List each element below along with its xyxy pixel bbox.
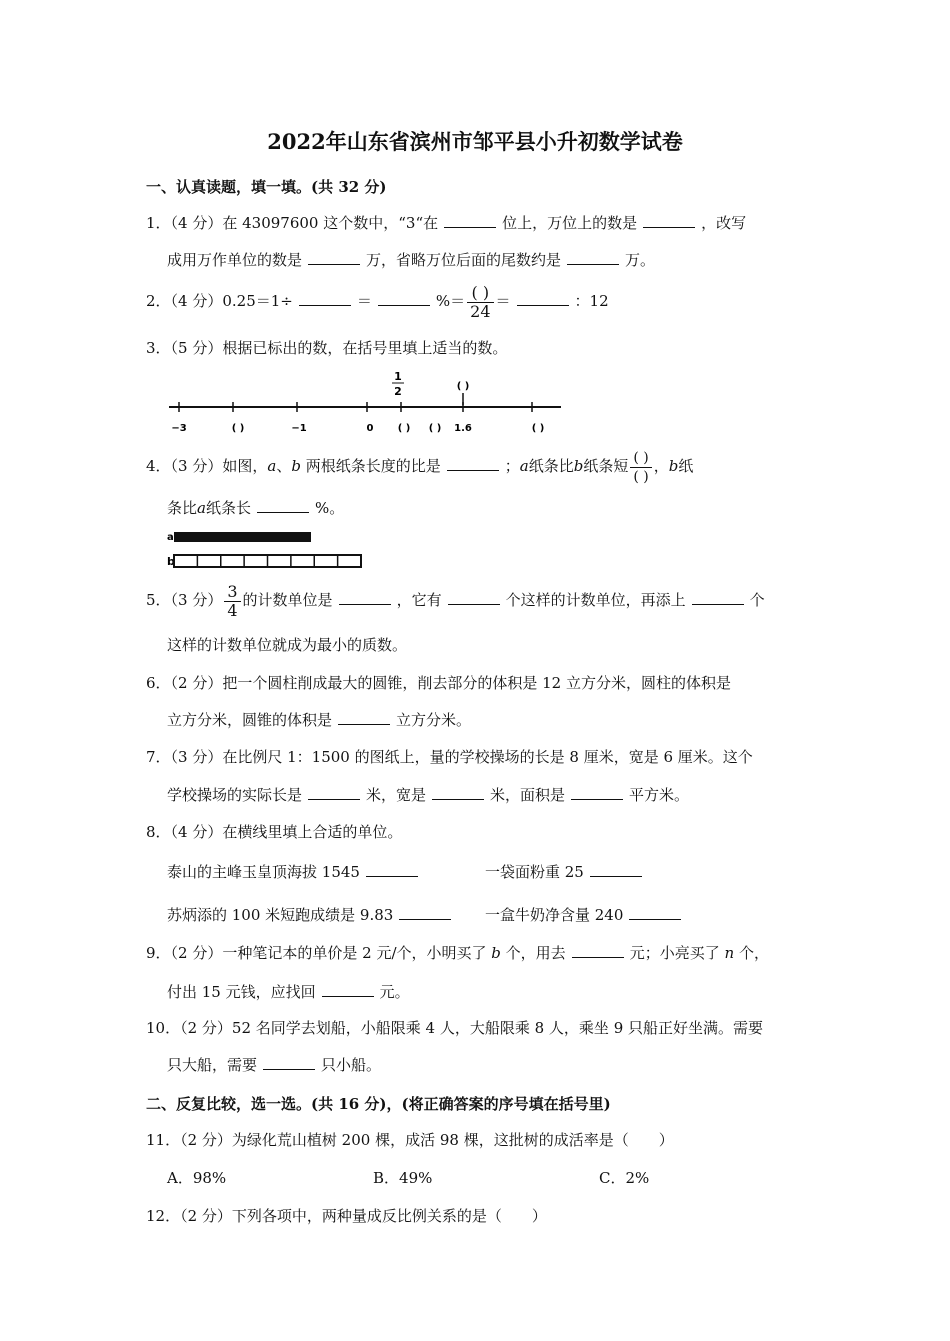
q8-item-d <box>485 904 687 925</box>
question-text: 个这样的计数单位，再添上 <box>505 591 686 609</box>
strip-a <box>174 532 311 542</box>
question-text: （3 分）在比例尺 1：1500 的图纸上，量的学校操场的长是 8 厘米，宽是 6 厘米。这个 <box>170 748 753 766</box>
question-text: 元；小亮买了 <box>629 944 720 962</box>
question-text: 个，用去 <box>505 944 566 962</box>
question-text: 万。 <box>625 251 656 269</box>
question-4 <box>146 448 693 486</box>
answer-blank[interactable] <box>590 862 642 877</box>
question-6-line-2 <box>167 709 471 730</box>
question-text: 苏炳添的 100 米短跑成绩是 9.83 <box>167 906 394 924</box>
answer-blank[interactable] <box>322 982 374 997</box>
number-line-label: −1 <box>291 423 307 434</box>
question-number: 3． <box>146 339 171 357</box>
question-text: 纸 <box>678 457 694 475</box>
question-10-line-2 <box>167 1054 381 1075</box>
answer-blank[interactable] <box>448 590 500 605</box>
answer-blank[interactable] <box>257 498 309 513</box>
paper-strips-figure <box>166 528 366 576</box>
question-4-line-2 <box>167 497 344 518</box>
answer-blank[interactable] <box>338 710 390 725</box>
fraction-denominator: ( ) <box>633 468 649 485</box>
question-11 <box>146 1129 674 1150</box>
question-text: 立方分米，圆锥的体积是 <box>167 711 333 729</box>
question-12 <box>146 1205 547 1226</box>
answer-blank[interactable] <box>366 862 418 877</box>
question-text: 一袋面粉重 25 <box>485 863 584 881</box>
question-text: （3 分） <box>170 591 223 609</box>
fraction <box>630 449 651 486</box>
top-paren-label: ( ) <box>456 381 470 392</box>
question-text: 条比 <box>167 499 198 517</box>
question-text: ＝ <box>356 292 372 310</box>
question-number: 6． <box>146 674 171 692</box>
answer-blank[interactable] <box>517 291 569 306</box>
question-text: （2 分）下列各项中，两种量成反比例关系的是（ ） <box>180 1207 547 1225</box>
answer-blank[interactable] <box>572 943 624 958</box>
question-text: ； <box>504 457 520 475</box>
question-number: 10． <box>146 1019 181 1037</box>
question-text: （5 分）根据已标出的数，在括号里填上适当的数。 <box>170 339 508 357</box>
question-text: 个， <box>738 944 769 962</box>
fraction-numerator: ( ) <box>467 284 493 303</box>
number-line-figure <box>166 366 566 438</box>
question-5-line-2: 这样的计数单位就成为最小的质数。 <box>167 636 408 654</box>
number-line-label: 0 <box>366 423 374 434</box>
question-text: 一盒牛奶净含量 240 <box>485 906 624 924</box>
question-10 <box>146 1017 763 1038</box>
question-text: 个 <box>749 591 765 609</box>
question-text: ，它有 <box>396 591 442 609</box>
question-7-line-2 <box>167 784 689 805</box>
question-number: 2． <box>146 292 171 310</box>
question-text: （4 分）在横线里填上合适的单位。 <box>170 823 403 841</box>
question-text: 学校操场的实际长是 <box>167 786 303 804</box>
var-n: n <box>724 944 735 962</box>
question-8 <box>146 821 402 842</box>
question-text: ＝ <box>495 292 511 310</box>
answer-blank[interactable] <box>643 213 695 228</box>
section-1-heading: 一、认真读题，填一填。(共 32 分) <box>146 178 387 196</box>
answer-blank[interactable] <box>447 456 499 471</box>
question-text: ：12 <box>574 292 609 310</box>
fraction-numerator: ( ) <box>630 449 651 468</box>
number-line-label: −3 <box>171 423 187 434</box>
question-9-line-2 <box>167 981 410 1002</box>
var-b: b <box>291 457 301 475</box>
answer-blank[interactable] <box>399 905 451 920</box>
answer-blank[interactable] <box>263 1055 315 1070</box>
question-text: 、 <box>276 457 292 475</box>
question-text: （2 分）把一个圆柱削成最大的圆锥，削去部分的体积是 12 立方分米，圆柱的体积是 <box>170 674 731 692</box>
question-text: 米，面积是 <box>490 786 566 804</box>
strip-b-label: b <box>167 555 175 568</box>
question-text: 立方分米。 <box>396 711 472 729</box>
answer-blank[interactable] <box>692 590 744 605</box>
q8-item-b <box>485 861 648 882</box>
fraction-denominator: 24 <box>470 301 491 321</box>
strip-a-label: a <box>167 532 174 543</box>
answer-blank[interactable] <box>299 291 351 306</box>
question-number: 8． <box>146 823 171 841</box>
question-text: 纸条长 <box>205 499 251 517</box>
answer-blank[interactable] <box>308 250 360 265</box>
question-text: 两根纸条长度的比是 <box>300 457 441 475</box>
number-line-label: ( ) <box>397 423 411 434</box>
var-b: b <box>668 457 679 475</box>
question-text: 平方米。 <box>629 786 690 804</box>
question-text: 付出 15 元钱，应找回 <box>167 983 316 1001</box>
question-6 <box>146 672 731 693</box>
question-text: 成用万作单位的数是 <box>167 251 303 269</box>
answer-blank[interactable] <box>629 905 681 920</box>
question-7 <box>146 746 753 767</box>
answer-blank[interactable] <box>432 785 484 800</box>
q8-item-c <box>167 904 457 925</box>
question-number: 1． <box>146 214 171 232</box>
question-text: 泰山的主峰玉皇顶海拔 1545 <box>167 863 360 881</box>
question-text: （4 分）在 43097600 这个数中，“3“在 <box>170 214 439 232</box>
number-line-label: ( ) <box>428 423 442 434</box>
fraction <box>224 583 240 620</box>
question-number: 4． <box>146 457 171 475</box>
fraction-denominator: 4 <box>227 600 238 620</box>
question-number: 12． <box>146 1207 181 1225</box>
fraction <box>467 284 493 321</box>
question-number: 5． <box>146 591 171 609</box>
q8-item-a <box>167 861 424 882</box>
question-text: %。 <box>314 499 345 517</box>
question-1-line-2 <box>167 249 655 270</box>
number-line-label: ( ) <box>531 423 545 434</box>
answer-blank[interactable] <box>378 291 430 306</box>
strip-b-segments <box>197 555 337 567</box>
var-b: b <box>491 944 501 962</box>
question-text: %＝ <box>435 292 466 310</box>
question-text: 纸条比 <box>528 457 574 475</box>
question-text: 元。 <box>379 983 410 1001</box>
question-text: ， <box>653 457 669 475</box>
question-text: 万，省略万位后面的尾数约是 <box>366 251 562 269</box>
var-b: b <box>573 457 584 475</box>
var-a: a <box>197 499 206 517</box>
question-number: 9． <box>146 944 171 962</box>
question-text: ，改写 <box>701 214 747 232</box>
option-b[interactable]: B．49% <box>373 1169 433 1187</box>
question-1 <box>146 212 746 233</box>
question-text: 位上，万位上的数是 <box>502 214 638 232</box>
number-line-label: ( ) <box>231 423 245 434</box>
question-5 <box>146 582 765 620</box>
answer-blank[interactable] <box>571 785 623 800</box>
question-number: 7． <box>146 748 171 766</box>
var-a: a <box>267 457 277 475</box>
question-text: （2 分）为绿化荒山植树 200 棵，成活 98 棵，这批树的成活率是（ ） <box>180 1131 674 1149</box>
question-number: 11． <box>146 1131 181 1149</box>
question-text: 米，宽是 <box>366 786 427 804</box>
option-c[interactable]: C．2% <box>599 1169 650 1187</box>
question-text: 只大船，需要 <box>167 1056 258 1074</box>
question-9 <box>146 942 769 963</box>
answer-blank[interactable] <box>339 590 391 605</box>
question-3 <box>146 337 507 358</box>
question-text: （2 分）一种笔记本的单价是 2 元/个，小明买了 <box>170 944 487 962</box>
section-2-heading: 二、反复比较，选一选。(共 16 分)，(将正确答案的序号填在括号里) <box>146 1095 611 1113</box>
number-line-label: 1.6 <box>454 423 472 434</box>
question-2 <box>146 283 609 321</box>
half-label-den: 2 <box>394 385 402 398</box>
fraction-numerator: 3 <box>224 583 240 602</box>
answer-blank[interactable] <box>567 250 619 265</box>
half-label-num: 1 <box>394 370 402 383</box>
page-title: 2022年山东省滨州市邹平县小升初数学试卷 <box>267 129 683 154</box>
option-a[interactable]: A．98% <box>167 1169 227 1187</box>
question-text: 纸条短 <box>583 457 629 475</box>
question-text: 的计数单位是 <box>242 591 333 609</box>
answer-blank[interactable] <box>308 785 360 800</box>
var-a: a <box>519 457 529 475</box>
answer-blank[interactable] <box>444 213 496 228</box>
question-text: 只小船。 <box>321 1056 382 1074</box>
number-line-labels <box>171 423 544 434</box>
question-text: （3 分）如图， <box>170 457 268 475</box>
question-text: （2 分）52 名同学去划船，小船限乘 4 人，大船限乘 8 人，乘坐 9 只船正好坐满。需要 <box>180 1019 764 1037</box>
question-text: （4 分）0.25＝1÷ <box>170 292 293 310</box>
